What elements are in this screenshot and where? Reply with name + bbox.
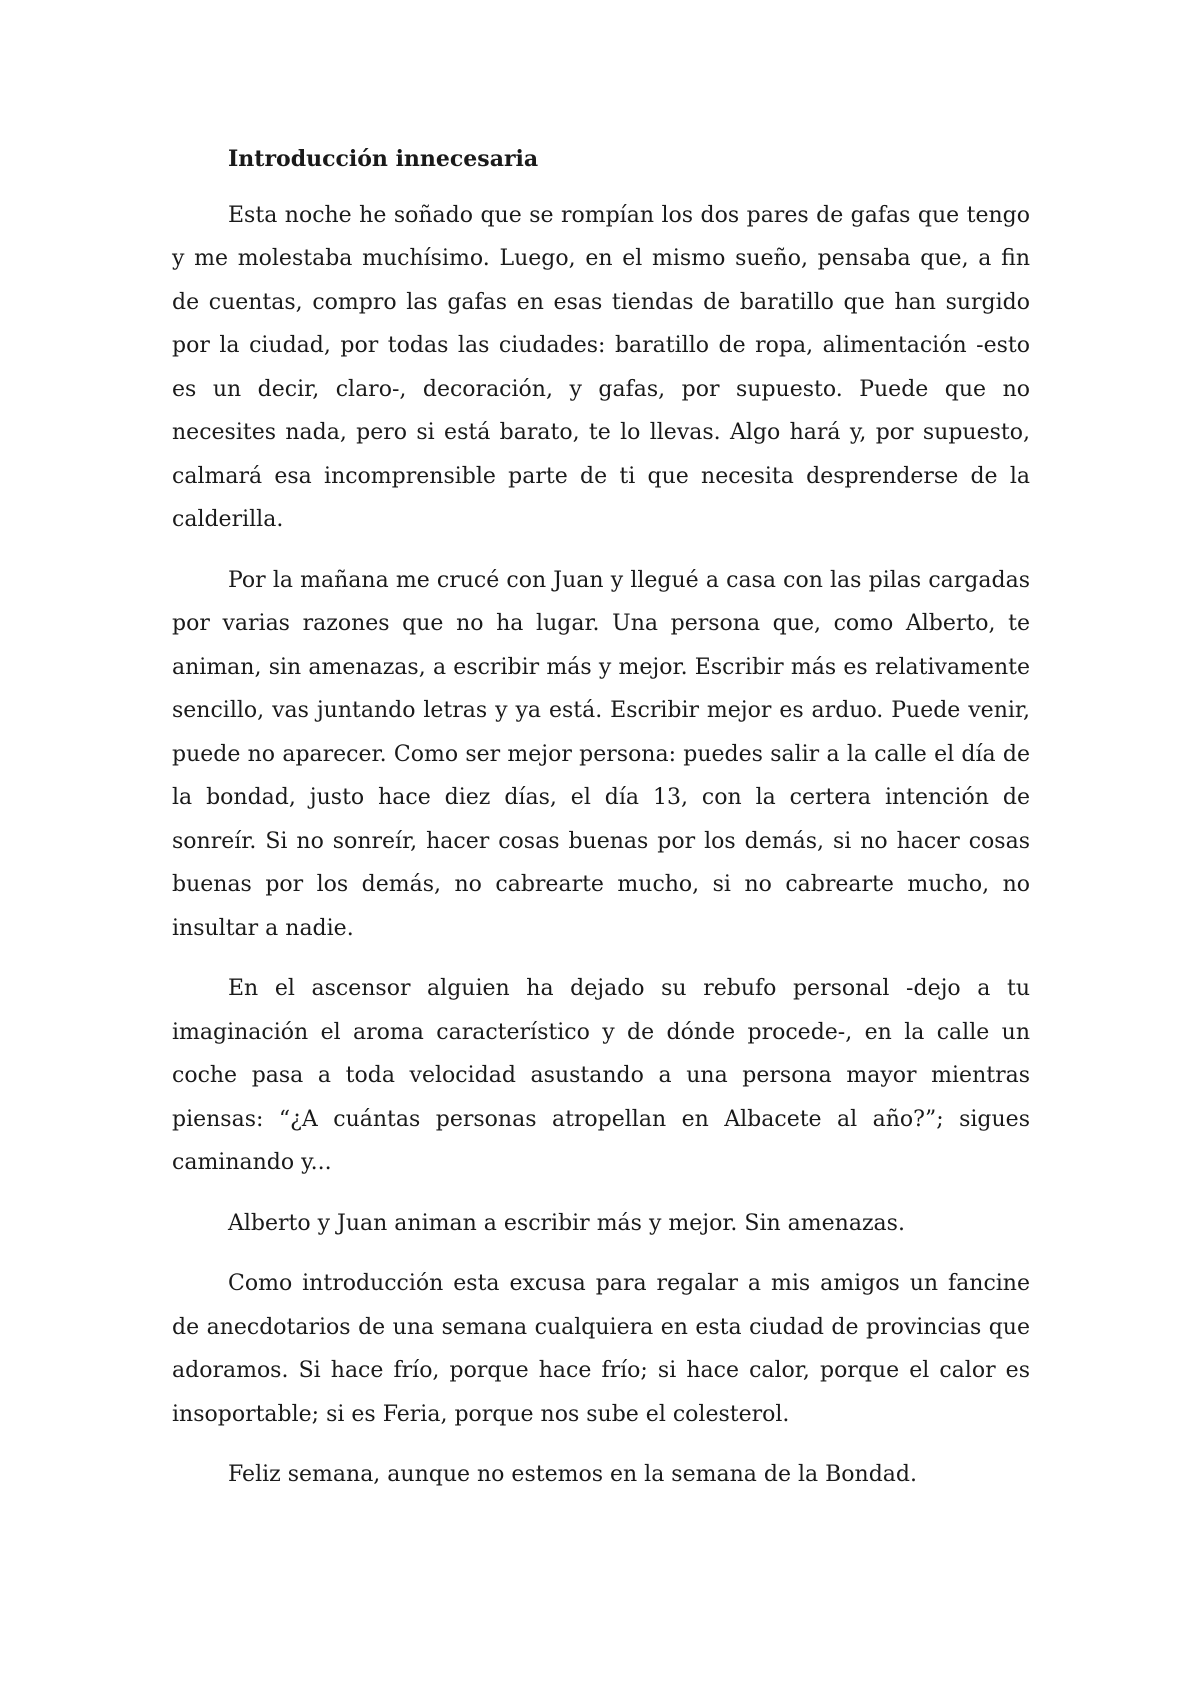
page-title: Introducción innecesaria [228, 146, 539, 172]
paragraph: Por la mañana me crucé con Juan y llegué a casa con las pilas cargadas por varias razones que no ha lugar. Una persona que, como Alberto, te animan, sin amenazas, a escribir más y mejor. Escribir más es relativamente sencillo, vas juntando letras y ya está. Escribir mejor es arduo. Puede venir, puede no aparecer. Como ser mejor persona: puedes salir a la calle el día de la bondad, justo hace diez días, el día 13, con la certera intención de sonreír. Si no sonreír, hacer cosas buenas por los demás, si no hacer cosas buenas por los demás, no cabrearte mucho, si no cabrearte mucho, no insultar a nadie. [172, 567, 1030, 941]
paragraph: En el ascensor alguien ha dejado su rebufo personal -dejo a tu imaginación el aroma característico y de dónde procede-, en la calle un coche pasa a toda velocidad asustando a una persona mayor mientras piensas: “¿A cuántas personas atropellan en Albacete al año?”; sigues caminando y... [172, 976, 1030, 1175]
paragraph: Feliz semana, aunque no estemos en la semana de la Bondad. [228, 1462, 917, 1487]
paragraph: Como introducción esta excusa para regalar a mis amigos un fancine de anecdotarios de una semana cualquiera en esta ciudad de provincias que adoramos. Si hace frío, porque hace frío; si hace calor, porque el calor es insoportable; si es Feria, porque nos sube el colesterol. [172, 1271, 1030, 1427]
document-body [172, 138, 1030, 1497]
paragraph: Alberto y Juan animan a escribir más y mejor. Sin amenazas. [228, 1210, 905, 1236]
paragraph: Esta noche he soñado que se rompían los dos pares de gafas que tengo y me molestaba muchísimo. Luego, en el mismo sueño, pensaba que, a fin de cuentas, compro las gafas en esas tiendas de baratillo que han surgido por la ciudad, por todas las ciudades: baratillo de ropa, alimentación -esto es un decir, claro-, decoración, y gafas, por supuesto. Puede que no necesites nada, pero si está barato, te lo llevas. Algo hará y, por supuesto, calmará esa incomprensible parte de ti que necesita desprenderse de la calderilla. [172, 202, 1030, 532]
